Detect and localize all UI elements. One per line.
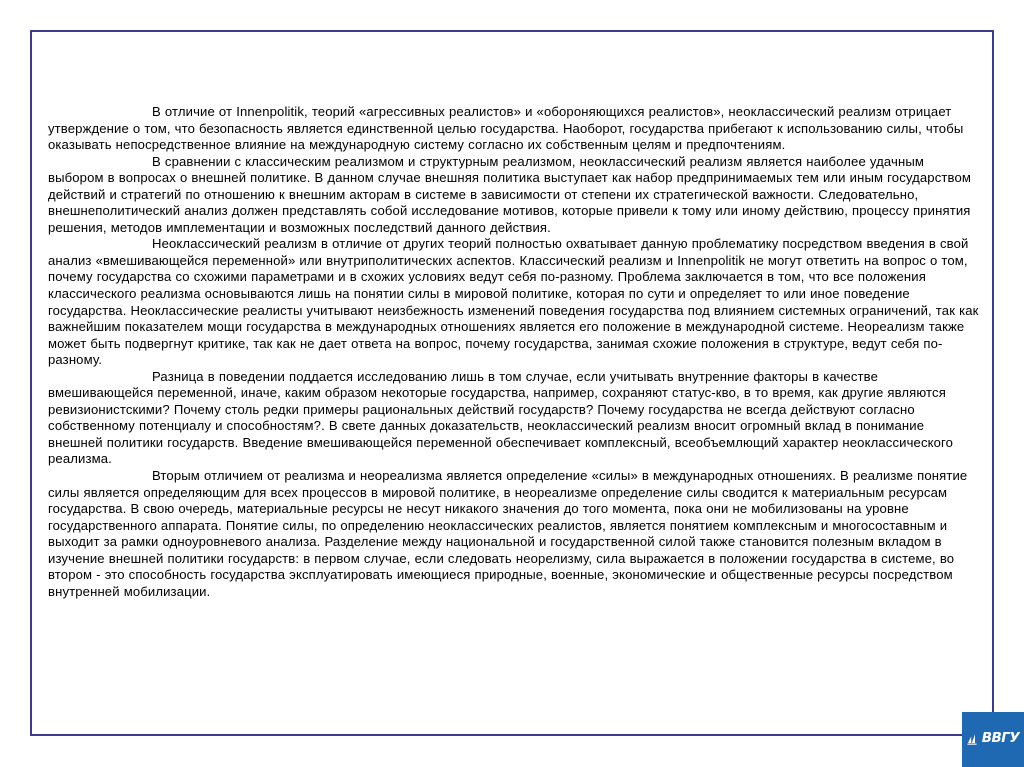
- vvgu-logo-badge: [962, 712, 1024, 767]
- paragraph: Вторым отличием от реализма и неореализма является определение «силы» в международных отношениях. В реализме понятие силы является определяющим для всех процессов в мировой политике, в неореализме определение силы сводится к материальным ресурсам государства. В свою очередь, материальные ресурсы не несут никакого значения до того момента, пока они не мобилизованы на уровне государственного аппарата. Понятие силы, по определению неоклассических реалистов, является понятием комплексным и многосоставным и выходит за рамки одноуровневого анализа. Разделение между национальной и государственной силой также становится полезным вкладом в изучение внешней политики государств: в первом случае, если следовать неорелизму, сила выражается в положении государства в системе, во втором - это способность государства эксплуатировать имеющиеся природные, военные, экономические и общественные ресурсы посредством внутренней мобилизации.: [48, 468, 968, 599]
- slide-frame: [30, 30, 994, 736]
- paragraph: В сравнении с классическим реализмом и структурным реализмом, неоклассический реализм является наиболее удачным выбором в вопросах о внешней политике. В данном случае внешняя политика выступает как набор предпринимаемых тем или иным государством действий и стратегий по отношению к внешним акторам в системе в зависимости от степени их стратегической важности. Следовательно, внешнеполитический анализ должен представлять собой исследование мотивов, которые привели к тому или иному действию, процессу принятия решения, методов имплементации и возможных последствий данного действия.: [48, 153, 972, 235]
- vvgu-emblem-icon: [967, 732, 980, 745]
- logo-inner: [967, 729, 1020, 746]
- paragraph: Разница в поведении поддается исследованию лишь в том случае, если учитывать внутренние факторы в качестве вмешивающейся переменной, иначе, каким образом некоторые государства, например, сохраняют статус-кво, в то время, как другие являются ревизионистскими? Почему столь редки примеры рациональных действий государств? Почему государства не всегда действуют согласно собственному потенциалу и способностям?. В свете данных доказательств, неоклассический реализм вносит огромный вклад в понимание внешней политики государств. Введение вмешивающейся переменной обеспечивает комплексный, всеобъемлющий характер неоклассического реализма.: [48, 368, 954, 467]
- slide-body-text: [48, 104, 980, 600]
- paragraph: Неоклассический реализм в отличие от других теорий полностью охватывает данную проблематику посредством введения в свой анализ «вмешивающейся переменной» или внутриполитических аспектов. Классический реализм и Innenpolitik не могут ответить на вопрос о том, почему государства со схожими параметрами и в схожих условиях ведут себя по-разному. Проблема заключается в том, что все положения классического реализма основываются лишь на понятии силы в мировой политике, которая по сути и определяет то или иное поведение государства. Неоклассические реалисты учитывают неизбежность изменений поведения государства под влиянием системных ограничений, так как важнейшим показателем мощи государства в международных отношениях является его положение в международной системе. Неореализм также может быть подвергнут критике, так как не дает ответа на вопрос, почему государства, занимая схожие положения в структуре, ведут себя по-разному.: [48, 236, 979, 368]
- paragraph: В отличие от Innenpolitik, теорий «агрессивных реалистов» и «обороняющихся реалистов», неоклассический реализм отрицает утверждение о том, что безопасность является единственной целью государства. Наоборот, государства прибегают к использованию силы, чтобы оказывать непосредственное влияние на международную систему согласно их собственным целям и предпочтениям.: [48, 104, 964, 153]
- vvgu-logo-text: ВВГУ: [981, 729, 1020, 746]
